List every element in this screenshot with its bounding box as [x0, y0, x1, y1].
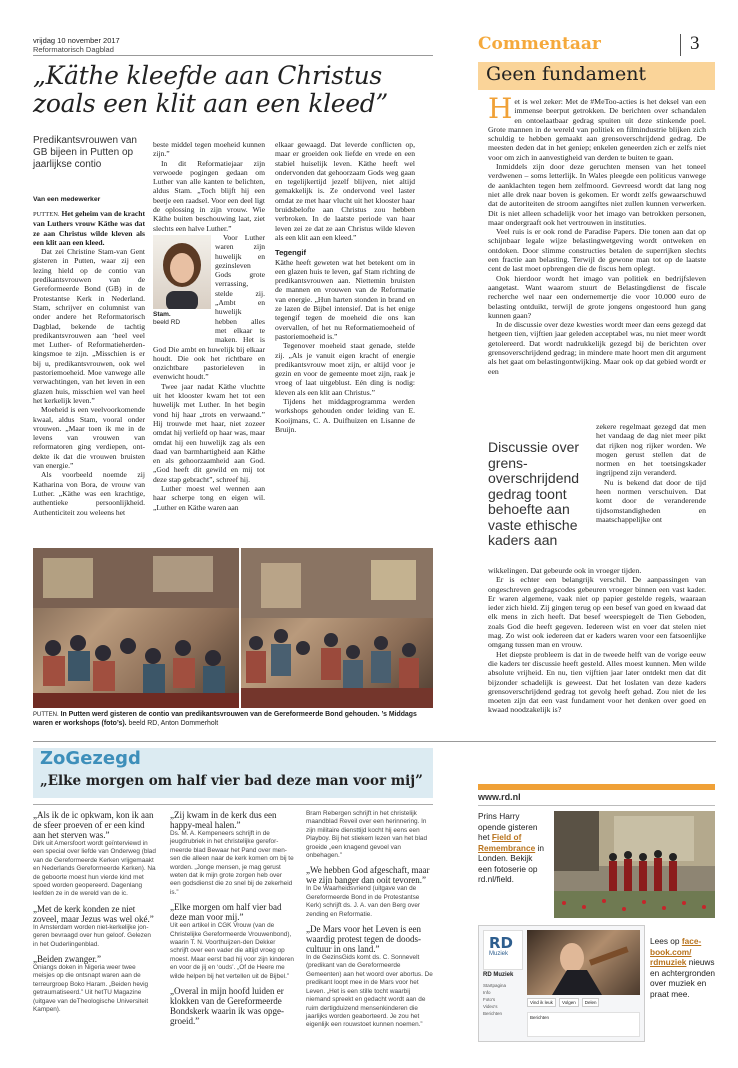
commentary-wrap-text: zekere regelmaat gezegd dat men het vandaag de dag niet meer pikt dat rijken nog rijker worden. We mogen gerust stellen dat de normen en het toetsingskader ingrijpend zijn veranderd.: [596, 422, 706, 478]
article-intro: Predikantsvrouwen van GB bijeen in Putten op jaarlijkse contio: [33, 135, 137, 170]
zg-quote: „We hebben God afgeschaft, maar we zijn banger dan ooit tevoren.”: [306, 865, 430, 886]
fb-text: [650, 936, 716, 999]
portrait-photo: [153, 235, 211, 309]
zg-quote: „Als ik de ic opkwam, kon ik aan de sfeer proeven of er een kind aan het sterven was.”: [33, 810, 154, 840]
fb-menu-item[interactable]: Startpagina: [483, 983, 507, 988]
zogezegd-headline: „Elke morgen om half vier bad deze man voor mij”: [40, 773, 423, 789]
article-paragraph: In dit Reformatiejaar zijn verwoede pogingen gedaan om Luther van alle kanten te belichten, aldus Stam. „Toch blijft hij een beetje een raadsel. Voor een deel ligt de oplossing in zijn vrouw. Wie Käthe buiten beschouwing laat, ziet slechts een halve Luther.”: [153, 158, 265, 233]
fb-actions: [527, 998, 599, 1007]
article-column-1: [33, 209, 145, 547]
portrait-credit: beeld RD: [153, 318, 181, 326]
zg-source: In Amsterdam worden niet-kerkelijke jongeren bevraagd over hun geloof. Gelezen in het Ouderlingenblad.: [33, 923, 151, 948]
fb-pre: Lees op: [650, 936, 680, 946]
commentary-wrap: [596, 422, 706, 562]
paper-name: Reformatorisch Dagblad: [33, 45, 114, 54]
photo-caption: [33, 711, 433, 728]
commentary-body: [488, 97, 706, 422]
zogezegd-rule: [33, 741, 716, 742]
facebook-screenshot: [478, 925, 645, 1042]
fb-follow-button[interactable]: Volgen: [559, 998, 579, 1007]
web-rule: [478, 805, 715, 806]
commentary-paragraph: Er is echter een belangrijk verschil. De aanpassingen van ongeschreven gedragscodes gebeuren vroeger binnen een vast kader. Er waren algemene, vaak niet op papier gestelde regels, waaraan ieder zich hield. Zij gingen terug op een besef van goed en kwaad dat elk mens in zich heeft. Dat besef weerspiegelt de Tien Geboden, zoals God die heeft gegeven. Iedereen wist en voer dat stelen niet mag. Zo wist ook iedereen dat er kaders waren voor een fatsoenlijke omgang tussen man en vrouw.: [488, 575, 706, 650]
zogezegd-column-2: [170, 810, 294, 1026]
zg-source: Dirk uit Amersfoort wordt geïnterviewd in een special over liefde van Onderweg (blad van de Gereformeerde Kerken vrijgemaakt en Nederlands Gereformeerde Kerken). Na de geboorte moest hun vierde kind met spoed worden geopereerd. Dagenlang leefden ze in de wereld van de ic.: [33, 840, 156, 898]
article-paragraph: Käthe heeft geweten wat het betekent om in een glazen huis te leven, gaf Stam richting de predikantsvrouwen aan. Niettemin bruisten de mannen en vrouwen van de Reformatie van energie. „Hun harten stonden in brand en ze lazen de Bijbel intensief. Dat is het enige tegengif tegen de moeheid die ons kan overvallen, of het nu Reformatiemoeheid of pastoriemoeheid is.”: [275, 257, 415, 341]
zogezegd-column-1: [33, 810, 157, 1015]
zogezegd-column-3: [306, 810, 433, 1030]
article-paragraph: Voor Luther waren zijn huwelijk en gezinsleven Gods grote verrassing, stelde zij. „Ambt en huwelijk hebben alles met elkaar te maken. Het is God Die ambt en huwelijk bij elkaar houdt. Die ook het richtbare en onzichtbare pastorieleven in evenwicht houdt.”: [153, 232, 265, 382]
web-bar: [478, 784, 715, 790]
photo-credit: beeld RD, Anton Dommerholt: [128, 719, 219, 727]
zg-quote: „Elke morgen om half vier bad deze man voor mij.”: [170, 902, 282, 923]
zg-quote: „Met de kerk konden ze niet zoveel, maar Jezus was wel oké.”: [33, 903, 154, 924]
zg-source: Ds. M. A. Kempeneers schrijft in de jeugdrubriek in het christelijke gereformeerde blad Bewaar het Pand over mensen die alleen naar de kerk komen om bij te worden. „Jonge mensen, je mag gerust weten dat ik mijn grote zorgen heb over een godsdienst die zo snel bij de zekerheid is.”: [170, 830, 294, 896]
rd-muziek-logo: RD Muziek: [483, 930, 523, 970]
contio-photo-left: [33, 548, 239, 708]
harry-post: in Londen. Bekijk een fotoserie op rd.nl/field.: [478, 842, 544, 884]
fb-post: nieuws en achtergronden over muziek en praat mee.: [650, 957, 716, 999]
commentary-paragraph: Ook hierdoor wordt het imago van politiek en bedrijfsleven aangetast. Want waarom stuurt de Belastingdienst de fiscale recherche wel naar een ondernemertje die voor 10.000 euro de belasting ontduikt, terwijl de grote jongens ongestoord hun gang kunnen gaan?: [488, 273, 706, 320]
zogezegd-divider: [33, 804, 433, 805]
article-paragraph: Moeheid is een veelvoorkomende kwaal, aldus Stam, vooral onder vrouwen. „Maar toen ik me in de levens van vrouwen van reformatoren ging verdiepen, ontdekte ik dat die vrouwen bruisten van energie.”: [33, 405, 145, 471]
lead: Het geheim van de kracht van Luthers vrouw Käthe was dat ze aan Christus wilde kleven als een klit aan een kleed.: [33, 209, 145, 247]
harry-pre: Prins Harry opende gisteren het: [478, 811, 538, 842]
article-paragraph: Als voorbeeld noemde zij Katharina von Bora, de vrouw van Luther. „Käthe was een krachtige, authentieke persoonlijkheid. Authenticiteit zou weleens het: [33, 470, 145, 517]
article-paragraph: elkaar gewaagd. Dat leverde conflicten op, maar er groeiden ook liefde en vrede en een stabiel huiselijk leven. Käthe heeft wel ondervonden dat gehoorzaam Gods weg gaan en tegelijkertijd jezelf blijven, niet altijd gemakkelijk is. Ze ondervond veel laster omdat ze met haar vlucht uit het klooster haar bruidsbelofte aan Christus zou hebben verbroken. In de laatste periode van haar leven zei ze dat ze aan Christus wilde kleven als een klit aan een kleed.”: [275, 140, 415, 242]
commentary-paragraph: Veel ruis is er ook rond de Paradise Papers. Die tonen aan dat op schijnbaar legale wijze belastingwetgeving wordt ontweken en ontdoken. Door slimme constructies betalen de superrijken slechts een fractie aan belasting. Terwijl de gewone man tot op de laatste cent de last moet opbrengen die de fiscus hem oplegt.: [488, 227, 706, 274]
zogezegd-title: ZoGezegd: [40, 748, 141, 769]
commentary-paragraph: wikkelingen. Dat gebeurde ook in vroeger tijden.: [488, 566, 642, 575]
fb-like-button[interactable]: Vind ik leuk: [527, 998, 556, 1007]
zg-source: Oniangs doken in Nigeria weer twee meisjes op die ontsnapt waren aan de terreurgroep Boko Haram. „Beiden hevig getraumatiseerd.” Uit hetTU Magazine (uitgave van deTheologische Universiteit Kampen).: [33, 964, 149, 1014]
commentary-body-2: [488, 566, 706, 731]
fb-cover-photo: [527, 930, 640, 995]
zg-quote: „Zij kwam in de kerk dus een happy-meal halen.”: [170, 810, 277, 830]
page-number: 3: [690, 33, 700, 54]
issue-date: vrijdag 10 november 2017: [33, 36, 120, 45]
web-url: www.rd.nl: [478, 792, 521, 802]
harry-link[interactable]: Field of Remembrance: [478, 832, 536, 853]
fb-share-button[interactable]: Delen: [582, 998, 600, 1007]
fb-link[interactable]: facebook.com/ rdmuziek: [650, 936, 702, 967]
fb-menu-item[interactable]: Video's: [483, 1004, 498, 1009]
zg-source: Uit een artikel in CGK Vrouw (van de Christelijke Gereformeerde Vrouwenbond), waarin T. N. Voorthuijzen-den Dekker schrijft over een vader die altijd vroeg op moest. Maar eerst bad hij voor zijn kinderen en voor de jij en ‘ouds’. „Of de Heere me wilde helpen bij het vertellen uit de Bijbel.”: [170, 922, 294, 980]
commentary-paragraph: Het diepste probleem is dat in de tweede helft van de vorige eeuw die kaders ter discussie heeft gesteld. Alles moest kunnen. Men wilde absolute vrijheid. En nu, tien vijftien jaar later ontdekt men dat dit bijzonder schadelijk is geweest. Dat het loslaten van deze kaders grensoverschrijdend gedrag tot gevolg heeft gehad. Zou niet de les moeten zijn dat een vast fundament voor het denken over goed en kwaad noodzakelijk is?: [488, 649, 706, 715]
fb-post-area: [527, 1012, 640, 1037]
section-title: Commentaar: [478, 34, 601, 54]
article-column-3: [275, 140, 415, 545]
portrait-block: [153, 235, 211, 335]
zg-source: In de GezinsGids komt ds. C. Sonnevelt (predikant van de Gereformeerde Gemeenten) aan het woord over abortus. De predikant loopt mee in de Mars voor het Leven. „Het is een stille tocht waarbij niemand spreekt en gedacht wordt aan de ruim dertigduizend mensenkinderen die jaarlijks worden geaborteerd. Je zou het eigenlijk een rouwstoet kunnen noemen.”: [306, 954, 433, 1029]
portrait-caption: Stam.: [153, 310, 171, 318]
contio-photo-right: [241, 548, 433, 708]
commentary-wrap-text-2: Nu is bekend dat door de tijd heen normen verschuiven. Dat komt door de veranderende tijdsomstandigheden en maatschappelijke ont: [596, 477, 706, 524]
header-rule: [33, 55, 433, 56]
article-headline: „Käthe kleefde aan Christus zoals een klit aan een kleed”: [33, 61, 388, 118]
article-column-2: [153, 140, 265, 545]
commentary-paragraph: In de discussie over deze kwesties wordt meer dan eens gezegd dat hetgeen tien, vijftien jaar geleden acceptabel was, nu niet meer wordt getolereerd. Dat wordt nadrukkelijk gezegd bij de berichten over grensoverschrijdend gedrag; in mindere mate hoort men dit argument als het gaat om belastingontwijking. Maar ook op dat gebied wordt er een: [488, 320, 706, 376]
fb-page-name: RD Muziek: [483, 972, 514, 978]
commentary-paragraph: Inmiddels zijn door deze geruchten mensen van het toneel verdwenen – soms letterlijk. In Wales pleegde een politicus vanwege de aanklachten tegen hem zelfmoord. Gevreesd wordt dat lang nog niet alle drek naar boven is gekomen. Er wordt zelfs gewaarschuwd dat de autoriteiten de stroom aangiftes niet zullen kunnen verwerken. Dit is niet alleen schadelijk voor het imago van betrokken personen, maar ondergraaft ook het vertrouwen in instituties.: [488, 162, 706, 227]
zg-source: In De Waarheidsvriend (uitgave van de Gereformeerde Bond in de Protestantse Kerk) schrijft ds. J. A. van den Berg over zending en Reformatie.: [306, 885, 421, 918]
fb-section-label: Berichten: [530, 1015, 550, 1020]
zg-quote: „De Mars voor het Leven is een waardig protest tegen de doodscultuur in ons land.”: [306, 924, 421, 955]
byline: Van een medewerker: [33, 196, 101, 203]
article-paragraph: Twee jaar nadat Käthe vluchtte uit het klooster kwam het tot een huwelijk met Luther. In het begin vond hij haar „trots en verwaand.” Hij trouwde met haar, niet zozeer omdat hij verliefd op haar was, maar omdat hij een huwelijk zag als een daad van barmhartigheid aan Käthe en als gehoorzaamheid aan God. „God heeft dit gewild en mij tot deze stap gebracht”, schreef hij.: [153, 381, 265, 484]
harry-photo: [554, 811, 715, 918]
article-paragraph: Tegenover moeheid staat genade, stelde zij. „Als je vanuit eigen kracht of energie predikantsvrouw moet zijn, er altijd voor je gezin en voor de gemeente moet zijn, raak je vroeg of laat uitgeblust. Eén ding is nodig: kleven als een klit aan Christus.”: [275, 341, 415, 397]
harry-text: [478, 811, 548, 885]
fb-menu-item[interactable]: Foto's: [483, 997, 496, 1002]
commentary-paragraph: et is wel zeker: Met de #MeToo-acties is het deksel van een immense beerput getrokken. De berichten over schandalen en ontoelaatbaar gedrag spuiten uit deze stinkende poel. Grote mannen in de wereld van politiek en filmindustrie blijken zich schuldig te hebben gemaakt aan grensoverschrijdend gedrag. De meesten deden dat in het geniep; enkelen geneerden zich er zelfs niet voor om zich in aanvestigheid van derden te buiten te gaan.: [488, 97, 706, 162]
photo-caption-text: In Putten werd gisteren de contio van predikantsvrouwen van de Gereformeerde Bond gehouden. ’s Middags waren er workshops (foto’s).: [33, 711, 417, 727]
dropcap: H: [488, 97, 513, 125]
article-paragraph: Tijdens het middagprogramma werden workshops gehouden onder leiding van E. Kooijmans, C. A. Duifhuizen en Lisanne de Bruijn.: [275, 397, 415, 434]
zg-source: Bram Rebergen schrijft in het christelijk maandblad Reveil over een herinnering. In zijn militaire diensttijd kocht hij eens een Playboy. Bij het stiekem lezen van het blad groeide „een knagend gevoel van onbehagen.”: [306, 810, 428, 860]
lead-place: PUTTEN.: [33, 211, 60, 218]
fb-menu-item[interactable]: Info: [483, 990, 491, 995]
zg-quote: „Overal in mijn hoofd luiden er klokken van de Gereformeerde Bondskerk waarin ik was opgegroeid.”: [170, 986, 284, 1027]
commentary-title: Geen fundament: [486, 63, 647, 85]
article-paragraph: beste middel tegen moeheid kunnen zijn.”: [153, 140, 265, 159]
fb-menu-item[interactable]: Berichten: [483, 1011, 503, 1016]
subhead: Tegengif: [275, 248, 307, 258]
fb-menu: [483, 982, 506, 1017]
zg-quote: „Beiden zwanger.”: [33, 954, 101, 965]
photo-caption-place: PUTTEN.: [33, 712, 59, 718]
article-paragraph: Luther moest wel wennen aan haar scherpe tong en eigen wil. „Luther en Käthe waren aan: [153, 483, 265, 512]
article-paragraph: Dat zei Christine Stam-van Gent gisteren in Putten, waar zij een lezing hield op de contio van predikantsvrouwen van de Gereformeerde Bond (GB) in de Protestantse Kerk in Nederland. Stam, schrijver en columnist van onder andere het Reformatorisch Dagblad, bekende de tachtig predikantsvrouwen aan ‘heel veel met Luther- of Reformatieherdenkingsmoe te zijn. „Misschien is er bij u, predikantsvrouwen, ook wel pastoriemoeheid. Moe vanwege alle verwachtingen, van het leven in een glazen huis, misschien wel van heel het kerkelijk leven.”: [33, 247, 145, 405]
page-number-divider: [680, 34, 681, 56]
pull-quote: Discussie over grensoverschrijdend gedrag toont behoefte aan vaste ethische kaders aan: [488, 439, 580, 548]
